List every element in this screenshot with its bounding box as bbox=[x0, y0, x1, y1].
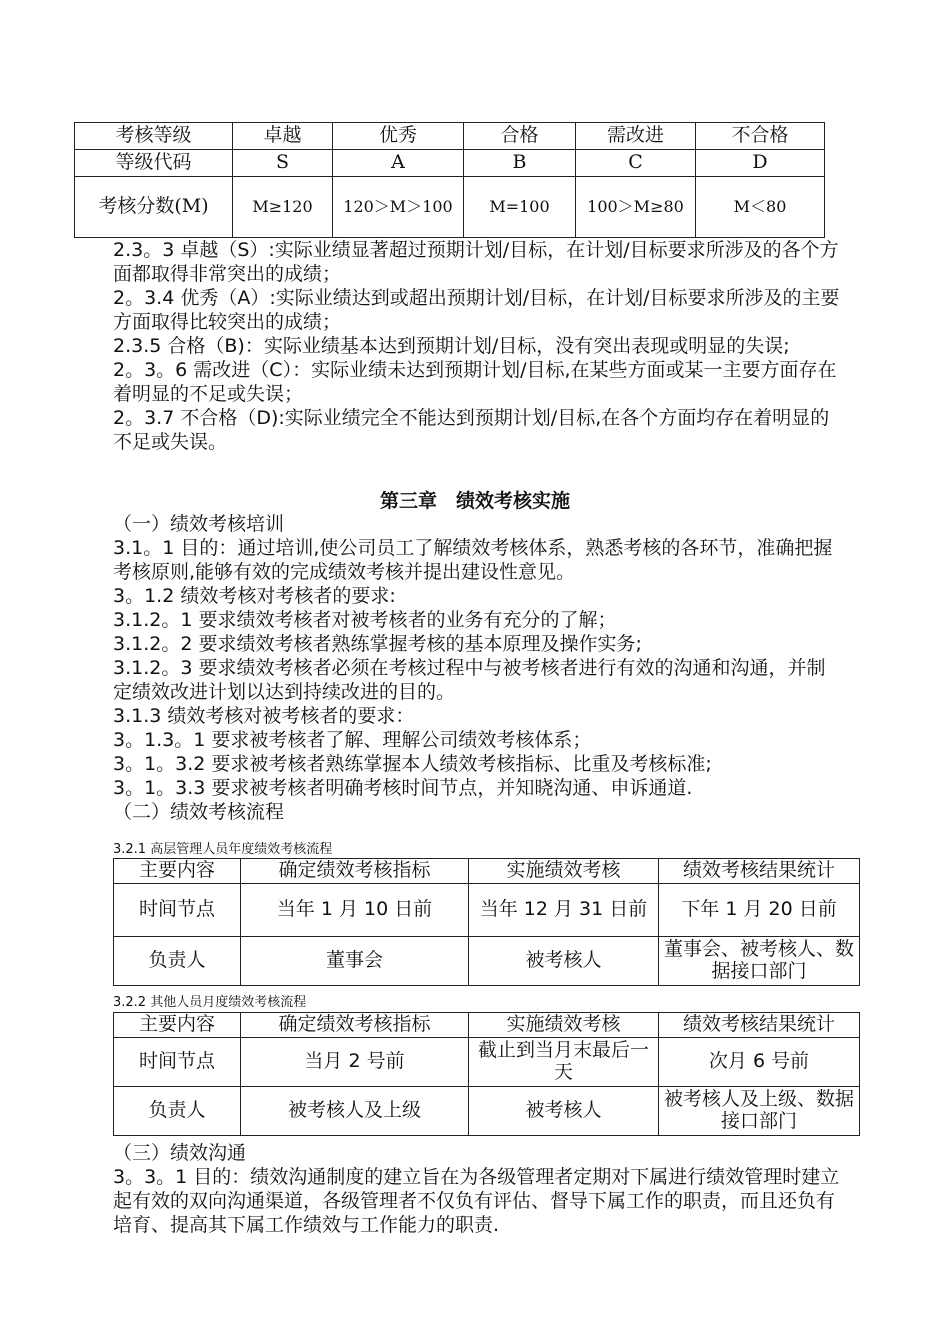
section-title: （一）绩效考核培训 bbox=[113, 513, 285, 535]
table-cell: M≥120 bbox=[233, 177, 333, 238]
paragraph: 3.1.3 绩效考核对被考核者的要求： bbox=[113, 705, 415, 727]
table-caption: 3.2.2 其他人员月度绩效考核流程 bbox=[113, 995, 307, 1010]
table-cell: 实施绩效考核 bbox=[469, 1013, 659, 1038]
table-cell: 卓越 bbox=[233, 123, 333, 150]
table-row bbox=[114, 1087, 860, 1136]
table-cell: 确定绩效考核指标 bbox=[241, 859, 469, 884]
table-cell: 董事会 bbox=[241, 937, 469, 986]
table-cell: 考核等级 bbox=[75, 123, 233, 150]
table-row bbox=[75, 177, 825, 238]
table-cell: C bbox=[576, 150, 696, 177]
table-cell: 次月 6 号前 bbox=[659, 1038, 860, 1087]
table-cell: 截止到当月末最后一天 bbox=[469, 1038, 659, 1087]
paragraph: 3.1.2。3 要求绩效考核者必须在考核过程中与被考核者进行有效的沟通和沟通，并制定绩效改进计划以达到持续改进的目的。 bbox=[113, 657, 826, 703]
table-cell: 等级代码 bbox=[75, 150, 233, 177]
table-cell: 被考核人 bbox=[469, 937, 659, 986]
grade-descriptions bbox=[113, 238, 843, 454]
table-cell: S bbox=[233, 150, 333, 177]
grade-table bbox=[74, 122, 825, 238]
section-title: （二）绩效考核流程 bbox=[113, 801, 285, 823]
table-cell: M＜80 bbox=[696, 177, 825, 238]
paragraph: 3。1。3.3 要求被考核者明确考核时间节点，并知晓沟通、申诉通道. bbox=[113, 777, 693, 799]
paragraph: 3。1。3.2 要求被考核者熟练掌握本人绩效考核指标、比重及考核标准; bbox=[113, 753, 712, 775]
chapter-heading: 第三章 绩效考核实施 bbox=[379, 490, 570, 512]
table-cell: 董事会、被考核人、数据接口部门 bbox=[659, 937, 860, 986]
table-cell: 实施绩效考核 bbox=[469, 859, 659, 884]
table-row bbox=[114, 1038, 860, 1087]
senior-flow-table bbox=[113, 858, 860, 986]
table-row bbox=[114, 859, 860, 884]
table-cell: 绩效考核结果统计 bbox=[659, 859, 860, 884]
table-cell: 被考核人 bbox=[469, 1087, 659, 1136]
section-training bbox=[113, 512, 843, 824]
table-cell: 绩效考核结果统计 bbox=[659, 1013, 860, 1038]
paragraph: 2。3.7 不合格（D):实际业绩完全不能达到预期计划/目标,在各个方面均存在着明显的不足或失误。 bbox=[113, 407, 830, 453]
paragraph: 2。3.4 优秀（A）:实际业绩达到或超出预期计划/目标，在计划/目标要求所涉及的主要方面取得比较突出的成绩； bbox=[113, 287, 840, 333]
table-cell: 被考核人及上级 bbox=[241, 1087, 469, 1136]
table-cell: 不合格 bbox=[696, 123, 825, 150]
table-row bbox=[114, 884, 860, 937]
paragraph: 2.3.5 合格（B)：实际业绩基本达到预期计划/目标，没有突出表现或明显的失误; bbox=[113, 335, 790, 357]
paragraph: 3。1.2 绩效考核对考核者的要求: bbox=[113, 585, 396, 607]
table-row bbox=[75, 150, 825, 177]
table-caption: 3.2.1 高层管理人员年度绩效考核流程 bbox=[113, 842, 333, 857]
table-cell: 优秀 bbox=[333, 123, 464, 150]
table-cell: 当年 1 月 10 日前 bbox=[241, 884, 469, 937]
table-cell: 需改进 bbox=[576, 123, 696, 150]
section-communication bbox=[113, 1141, 843, 1237]
paragraph: 3.1。1 目的：通过培训,使公司员工了解绩效考核体系，熟悉考核的各环节，准确把握考核原则,能够有效的完成绩效考核并提出建设性意见。 bbox=[113, 537, 833, 583]
table-cell: 确定绩效考核指标 bbox=[241, 1013, 469, 1038]
paragraph: 3.1.2。2 要求绩效考核者熟练掌握考核的基本原理及操作实务; bbox=[113, 633, 642, 655]
paragraph: 2.3。3 卓越（S）:实际业绩显著超过预期计划/目标，在计划/目标要求所涉及的各个方面都取得非常突出的成绩； bbox=[113, 239, 839, 285]
table-cell: M=100 bbox=[464, 177, 576, 238]
table-cell: 考核分数(M) bbox=[75, 177, 233, 238]
table-cell: 100＞M≥80 bbox=[576, 177, 696, 238]
staff-flow-table bbox=[113, 1012, 860, 1136]
table-cell: D bbox=[696, 150, 825, 177]
table-cell: B bbox=[464, 150, 576, 177]
table-cell: 120＞M＞100 bbox=[333, 177, 464, 238]
table-cell: A bbox=[333, 150, 464, 177]
table-cell: 主要内容 bbox=[114, 859, 241, 884]
table-row bbox=[75, 123, 825, 150]
table-cell: 当月 2 号前 bbox=[241, 1038, 469, 1087]
paragraph: 3.1.2。1 要求绩效考核者对被考核者的业务有充分的了解； bbox=[113, 609, 617, 631]
table-cell: 时间节点 bbox=[114, 1038, 241, 1087]
table-cell: 下年 1 月 20 日前 bbox=[659, 884, 860, 937]
table-row bbox=[114, 1013, 860, 1038]
table-cell: 负责人 bbox=[114, 1087, 241, 1136]
table-cell: 负责人 bbox=[114, 937, 241, 986]
table-cell: 当年 12 月 31 日前 bbox=[469, 884, 659, 937]
section-title: （三）绩效沟通 bbox=[113, 1142, 247, 1164]
paragraph: 2。3。6 需改进（C）：实际业绩未达到预期计划/目标,在某些方面或某一主要方面存在着明显的不足或失误； bbox=[113, 359, 837, 405]
paragraph: 3。3。1 目的：绩效沟通制度的建立旨在为各级管理者定期对下属进行绩效管理时建立起有效的双向沟通渠道，各级管理者不仅负有评估、督导下属工作的职责，而且还负有培育、提高其下属工作绩效与工作能力的职责. bbox=[113, 1166, 840, 1236]
table-cell: 被考核人及上级、数据接口部门 bbox=[659, 1087, 860, 1136]
table-cell: 合格 bbox=[464, 123, 576, 150]
paragraph: 3。1.3。1 要求被考核者了解、理解公司绩效考核体系； bbox=[113, 729, 592, 751]
table-cell: 时间节点 bbox=[114, 884, 241, 937]
table-cell: 主要内容 bbox=[114, 1013, 241, 1038]
table-row bbox=[114, 937, 860, 986]
